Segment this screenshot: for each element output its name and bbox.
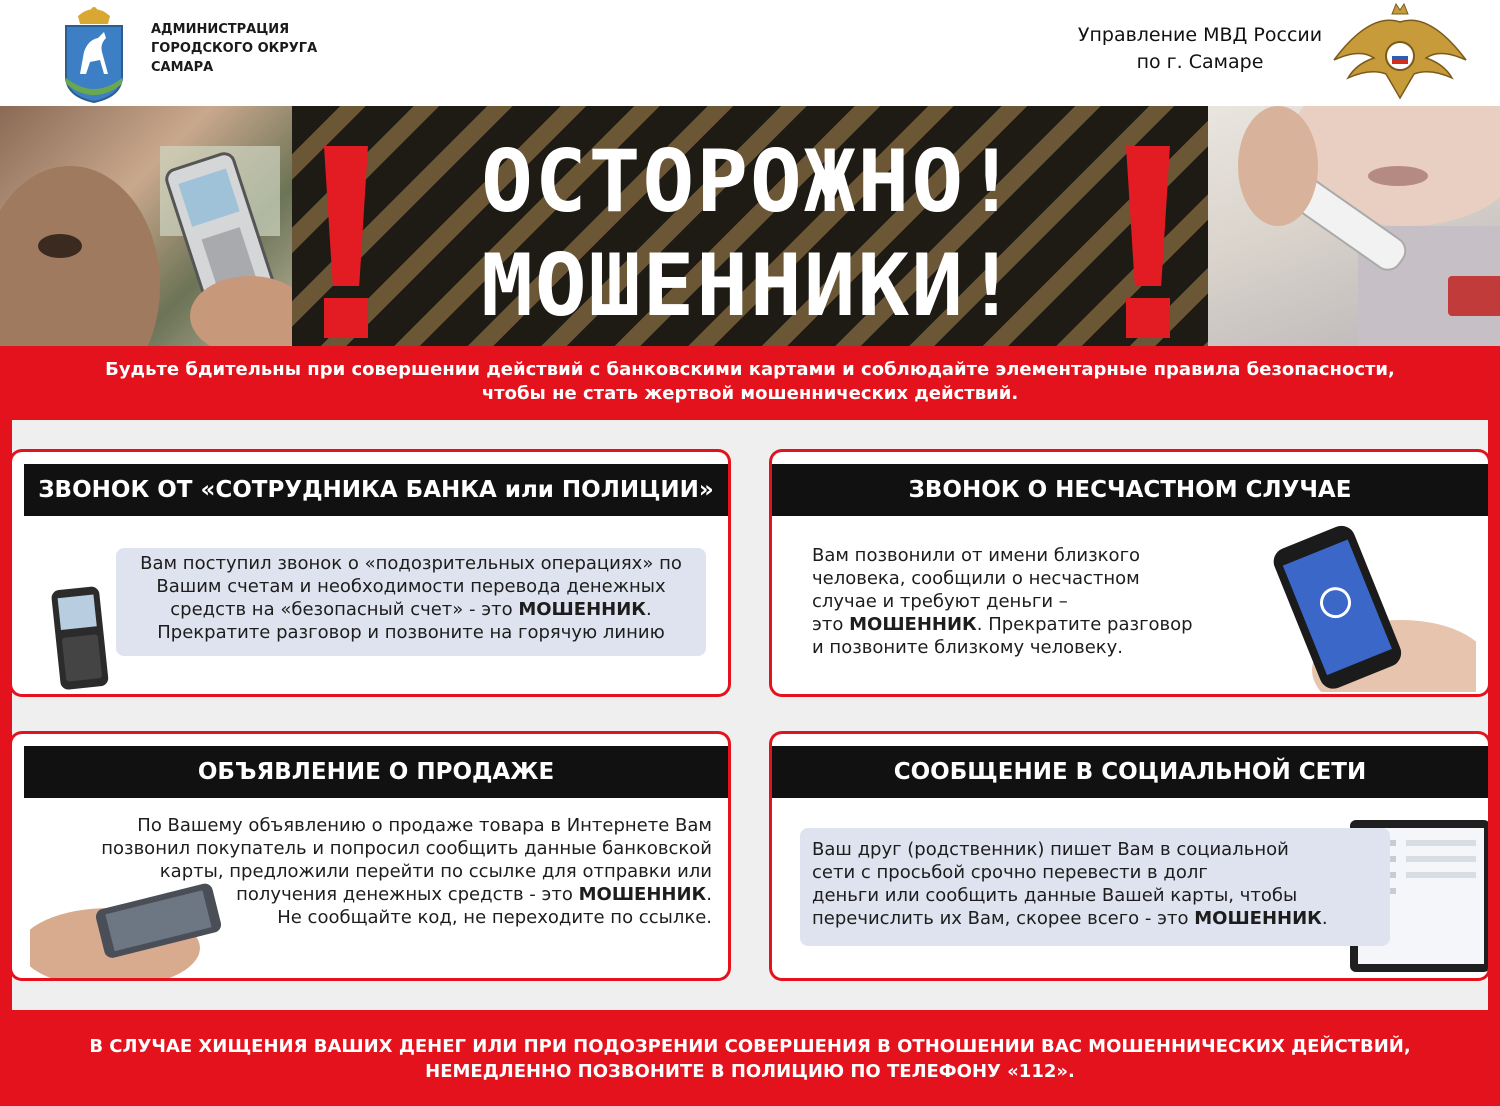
mvd-eagle-emblem-icon xyxy=(1330,2,1470,106)
card-social-message xyxy=(772,734,1488,978)
warning-stripes xyxy=(292,106,1208,346)
card-line-2: позвонил покупатель и попросил сообщить данные банковской xyxy=(101,838,712,859)
fraudster-illustration xyxy=(0,106,292,346)
card-title: СООБЩЕНИЕ В СОЦИАЛЬНОЙ СЕТИ xyxy=(893,759,1367,785)
card-line-2: сети с просьбой срочно перевести в долг xyxy=(812,862,1208,883)
footer-line-1: В СЛУЧАЕ ХИЩЕНИЯ ВАШИХ ДЕНЕГ ИЛИ ПРИ ПОДОЗРЕНИИ СОВЕРШЕНИЯ В ОТНОШЕНИИ ВАС МОШЕННИЧЕСКИХ ДЕЙСТВИЙ, xyxy=(89,1036,1411,1057)
card-line-1: Ваш друг (родственник) пишет Вам в социальной xyxy=(812,839,1289,860)
card-description xyxy=(116,552,706,644)
card-line-1: Вам поступил звонок о «подозрительных операциях» по xyxy=(140,553,682,574)
card-line-1: Вам позвонили от имени близкого xyxy=(812,545,1141,566)
card-header xyxy=(24,746,728,798)
card-line-4: перечислить их Вам, скорее всего - это МОШЕННИК. xyxy=(812,908,1328,929)
card-sale-advert xyxy=(12,734,728,978)
elderly-woman-illustration xyxy=(1208,106,1500,346)
fraudster-photo xyxy=(0,106,292,346)
card-description xyxy=(812,838,1392,930)
card-line-2: человека, сообщили о несчастном xyxy=(812,568,1140,589)
admin-line-2: ГОРОДСКОГО ОКРУГА xyxy=(151,41,318,56)
mvd-line-1: Управление МВД России xyxy=(1077,24,1323,46)
card-line-3: деньги или сообщить данные Вашей карты, чтобы xyxy=(812,885,1298,906)
card-line-2: Вашим счетам и необходимости перевода денежных xyxy=(156,576,666,597)
card-line-3: случае и требуют деньги – xyxy=(812,591,1068,612)
elderly-woman-photo xyxy=(1208,106,1500,346)
card-line-5: Не сообщайте код, не переходите по ссылке. xyxy=(277,907,712,928)
card-line-4: это МОШЕННИК. Прекратите разговор xyxy=(812,614,1193,635)
card-bank-police-call xyxy=(12,452,728,694)
card-header xyxy=(24,464,728,516)
mvd-line-2: по г. Самаре xyxy=(1136,51,1264,73)
card-title: ОБЪЯВЛЕНИЕ О ПРОДАЖЕ xyxy=(197,759,555,785)
warning-title-line-1: ОСТОРОЖНО! xyxy=(481,132,1019,232)
warning-banner xyxy=(0,106,1500,346)
card-accident-call xyxy=(772,452,1488,694)
administration-title xyxy=(151,20,371,77)
card-line-1: По Вашему объявлению о продаже товара в Интернете Вам xyxy=(137,815,712,836)
card-title: ЗВОНОК ОТ «СОТРУДНИКА БАНКА или ПОЛИЦИИ» xyxy=(38,477,714,503)
admin-line-3: САМАРА xyxy=(151,60,214,75)
mobile-phone-icon xyxy=(50,584,112,694)
card-line-3: средств на «безопасный счет» - это МОШЕННИК. xyxy=(170,599,652,620)
card-header xyxy=(772,746,1488,798)
card-line-3: карты, предложили перейти по ссылке для отправки или xyxy=(159,861,712,882)
intro-line-2: чтобы не стать жертвой мошеннических действий. xyxy=(481,383,1019,404)
card-description xyxy=(812,544,1262,659)
card-title: ЗВОНОК О НЕСЧАСТНОМ СЛУЧАЕ xyxy=(908,477,1352,503)
warning-title-line-2: МОШЕННИКИ! xyxy=(481,236,1019,336)
card-description xyxy=(72,814,712,929)
samara-coat-of-arms-icon xyxy=(62,4,126,104)
card-line-5: и позвоните близкому человеку. xyxy=(812,637,1124,658)
card-line-4: получения денежных средств - это МОШЕННИК. xyxy=(236,884,712,905)
exclamation-mark-right-icon xyxy=(1122,146,1174,346)
intro-text xyxy=(0,358,1500,406)
admin-line-1: АДМИНИСТРАЦИЯ xyxy=(151,22,290,37)
footer-warning xyxy=(0,1034,1500,1084)
card-line-4: Прекратите разговор и позвоните на горячую линию xyxy=(157,622,665,643)
intro-line-1: Будьте бдительны при совершении действий с банковскими картами и соблюдайте элементарные правила безопасности, xyxy=(105,359,1395,380)
mvd-title xyxy=(1070,22,1330,76)
footer-line-2: НЕМЕДЛЕННО ПОЗВОНИТЕ В ПОЛИЦИЮ ПО ТЕЛЕФОНУ «112». xyxy=(425,1061,1075,1082)
page-header xyxy=(0,0,1500,106)
smartphone-icon xyxy=(1252,520,1476,692)
card-header xyxy=(772,464,1488,516)
